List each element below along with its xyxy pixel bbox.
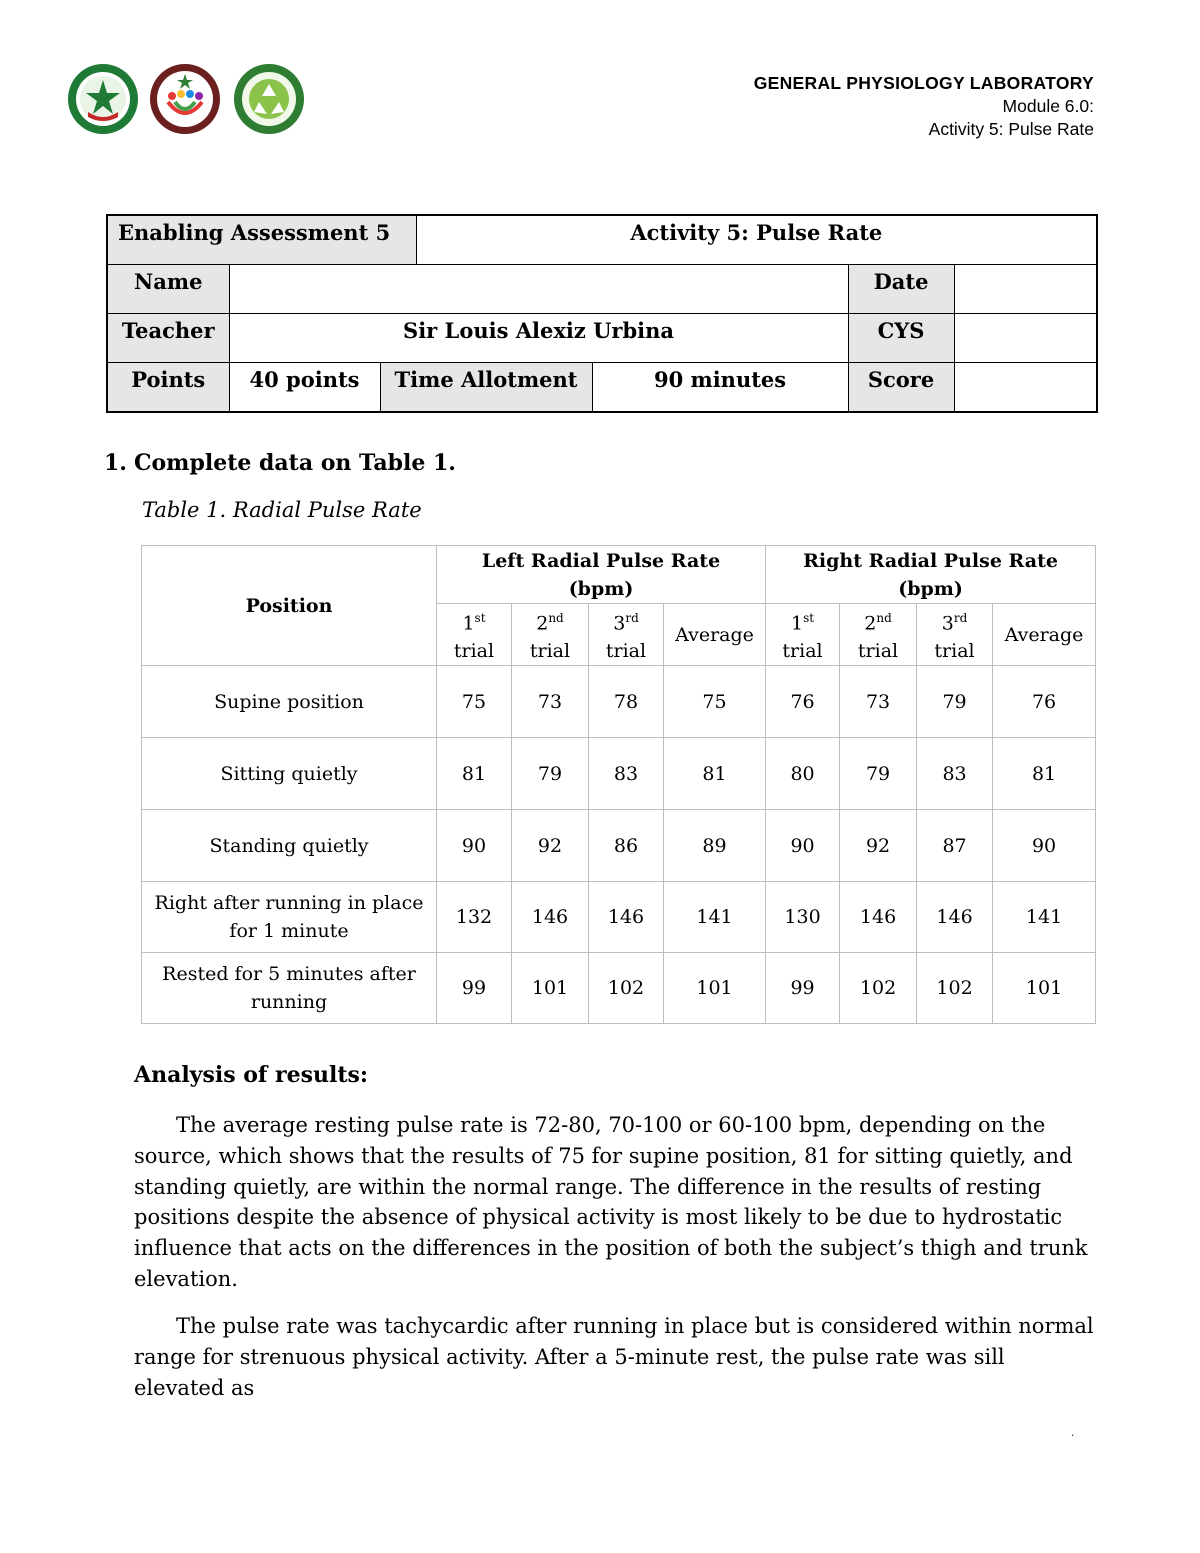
pulse-value-cell: 146 [589, 882, 664, 953]
pulse-value-cell: 79 [840, 738, 917, 810]
pulse-value-cell: 73 [512, 666, 589, 738]
pulse-value-cell: 102 [840, 953, 917, 1024]
position-cell: Standing quietly [142, 810, 437, 882]
seal-logo-1 [66, 62, 140, 136]
header-activity: Activity 5: Pulse Rate [928, 119, 1094, 139]
footer-mark: . [1071, 1428, 1075, 1439]
pulse-rate-table [141, 545, 1096, 1024]
pulse-value-cell: 141 [993, 882, 1096, 953]
score-field[interactable] [954, 363, 1097, 413]
pulse-value-cell: 146 [840, 882, 917, 953]
points-value: 40 points [229, 363, 380, 413]
pulse-value-cell: 81 [993, 738, 1096, 810]
position-header: Position [142, 546, 437, 666]
left-trial-3-header: 3rd trial [589, 604, 664, 666]
pulse-value-cell: 79 [512, 738, 589, 810]
teacher-value: Sir Louis Alexiz Urbina [229, 314, 848, 363]
table-row [142, 666, 1096, 738]
time-allotment-label: Time Allotment [380, 363, 592, 413]
seal-logo-2 [148, 62, 222, 136]
date-field[interactable] [954, 265, 1097, 314]
right-trial-2-header: 2nd trial [840, 604, 917, 666]
left-trial-2-header: 2nd trial [512, 604, 589, 666]
pulse-value-cell: 102 [917, 953, 993, 1024]
left-average-header: Average [664, 604, 766, 666]
pulse-value-cell: 83 [589, 738, 664, 810]
pulse-value-cell: 90 [993, 810, 1096, 882]
pulse-value-cell: 132 [437, 882, 512, 953]
time-allotment-value: 90 minutes [592, 363, 848, 413]
analysis-paragraph-2: The pulse rate was tachycardic after running in place but is considered within normal range for strenuous physical activity. After a 5-minute rest, the pulse rate was sill elevated as [134, 1314, 1094, 1400]
pulse-value-cell: 75 [664, 666, 766, 738]
pulse-value-cell: 92 [840, 810, 917, 882]
position-cell: Right after running in place for 1 minute [142, 882, 437, 953]
activity-title: Activity 5: Pulse Rate [416, 215, 1097, 265]
analysis-heading: Analysis of results: [134, 1062, 369, 1088]
right-group-header: Right Radial Pulse Rate (bpm) [766, 546, 1096, 604]
pulse-value-cell: 99 [766, 953, 840, 1024]
question-text: Complete data on Table 1. [134, 450, 456, 476]
pulse-value-cell: 83 [917, 738, 993, 810]
header-lab-title: GENERAL PHYSIOLOGY LABORATORY [753, 73, 1094, 93]
pulse-value-cell: 89 [664, 810, 766, 882]
cys-label: CYS [848, 314, 954, 363]
pulse-value-cell: 76 [766, 666, 840, 738]
seal-logo-3 [232, 62, 306, 136]
pulse-value-cell: 101 [993, 953, 1096, 1024]
pulse-value-cell: 75 [437, 666, 512, 738]
analysis-paragraph-1: The average resting pulse rate is 72-80, 70-100 or 60-100 bpm, depending on the source, which shows that the results of 75 for supine position, 81 for sitting quietly, and standing quietly, are within the normal range. The difference in the results of resting positions despite the absence of physical activity is most likely to be due to hydrostatic influence that acts on the differences in the position of both the subject’s thigh and trunk elevation. [134, 1113, 1088, 1291]
cys-field[interactable] [954, 314, 1097, 363]
left-trial-1-header: 1st trial [437, 604, 512, 666]
assessment-info-table [106, 214, 1098, 413]
pulse-value-cell: 81 [437, 738, 512, 810]
document-header [754, 72, 1094, 141]
pulse-value-cell: 79 [917, 666, 993, 738]
left-group-header: Left Radial Pulse Rate (bpm) [437, 546, 766, 604]
position-cell: Rested for 5 minutes after running [142, 953, 437, 1024]
pulse-value-cell: 90 [766, 810, 840, 882]
pulse-value-cell: 80 [766, 738, 840, 810]
pulse-value-cell: 78 [589, 666, 664, 738]
pulse-value-cell: 87 [917, 810, 993, 882]
table-row [142, 882, 1096, 953]
pulse-value-cell: 146 [917, 882, 993, 953]
table-row [142, 810, 1096, 882]
pulse-value-cell: 81 [664, 738, 766, 810]
header-module: Module 6.0: [1002, 96, 1094, 116]
pulse-value-cell: 73 [840, 666, 917, 738]
pulse-value-cell: 101 [512, 953, 589, 1024]
position-cell: Sitting quietly [142, 738, 437, 810]
table-caption: Table 1. Radial Pulse Rate [142, 498, 422, 522]
name-label: Name [107, 265, 229, 314]
right-average-header: Average [993, 604, 1096, 666]
score-label: Score [848, 363, 954, 413]
table-row [142, 738, 1096, 810]
date-label: Date [848, 265, 954, 314]
pulse-value-cell: 146 [512, 882, 589, 953]
pulse-value-cell: 92 [512, 810, 589, 882]
pulse-value-cell: 99 [437, 953, 512, 1024]
question-number: 1. [104, 450, 127, 476]
right-trial-1-header: 1st trial [766, 604, 840, 666]
teacher-label: Teacher [107, 314, 229, 363]
pulse-value-cell: 101 [664, 953, 766, 1024]
assessment-label: Enabling Assessment 5 [107, 215, 416, 265]
position-cell: Supine position [142, 666, 437, 738]
pulse-value-cell: 141 [664, 882, 766, 953]
pulse-value-cell: 76 [993, 666, 1096, 738]
question-1 [104, 450, 456, 476]
table-row [142, 953, 1096, 1024]
points-label: Points [107, 363, 229, 413]
pulse-value-cell: 102 [589, 953, 664, 1024]
pulse-value-cell: 86 [589, 810, 664, 882]
pulse-value-cell: 90 [437, 810, 512, 882]
pulse-value-cell: 130 [766, 882, 840, 953]
name-field[interactable] [229, 265, 848, 314]
right-trial-3-header: 3rd trial [917, 604, 993, 666]
